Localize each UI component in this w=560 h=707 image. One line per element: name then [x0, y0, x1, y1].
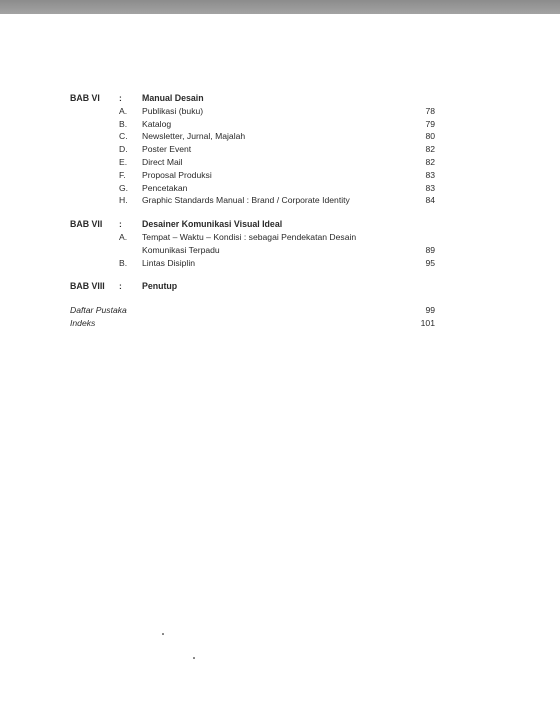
- toc-entry: [70, 105, 440, 118]
- entry-title: Katalog: [142, 118, 172, 129]
- toc-entry: [70, 194, 440, 207]
- chapter-heading: [70, 218, 440, 231]
- entry-letter: B.: [119, 257, 128, 268]
- speck-mark: [193, 657, 195, 659]
- entry-page-number: 95: [425, 257, 435, 268]
- entry-page-number: 82: [425, 156, 435, 167]
- entry-page-number: 83: [425, 169, 435, 180]
- entry-letter: D.: [119, 144, 128, 155]
- toc-entry: [70, 156, 440, 169]
- entry-title: Tempat – Waktu – Kondisi : sebagai Pendekatan Desain: [142, 231, 357, 242]
- entry-title: Graphic Standards Manual : Brand / Corporate Identity: [142, 195, 350, 206]
- entry-page-number: 84: [425, 195, 435, 206]
- back-matter-page-number: 99: [425, 305, 435, 316]
- entry-page-number: 78: [425, 105, 435, 116]
- entry-title: Poster Event: [142, 144, 192, 155]
- entry-title: Proposal Produksi: [142, 169, 212, 180]
- entry-title: Lintas Disiplin: [142, 257, 196, 268]
- entry-letter: E.: [119, 156, 128, 167]
- entry-page-number: 89: [425, 244, 435, 255]
- chapter-number: BAB VII: [70, 219, 103, 230]
- back-matter: [70, 304, 440, 330]
- back-matter-title: Indeks: [70, 317, 96, 328]
- chapter-title: Manual Desain: [142, 93, 204, 103]
- back-matter-page-number: 101: [420, 317, 435, 328]
- entry-letter: A.: [119, 231, 128, 242]
- table-of-contents: [70, 92, 440, 330]
- toc-entry: [70, 169, 440, 182]
- toc-entry: [70, 182, 440, 195]
- entry-letter: C.: [119, 131, 128, 142]
- back-matter-entry: [70, 304, 440, 317]
- entry-page-number: 80: [425, 131, 435, 142]
- entry-page-number: 79: [425, 118, 435, 129]
- entry-letter: A.: [119, 105, 128, 116]
- entry-page-number: 83: [425, 182, 435, 193]
- toc-entry: [70, 231, 440, 244]
- entry-title: Komunikasi Terpadu: [142, 244, 220, 255]
- chapter-colon: :: [119, 281, 122, 292]
- chapter-number: BAB VIII: [70, 281, 105, 292]
- entry-letter: H.: [119, 195, 128, 206]
- toc-entry: [70, 244, 440, 257]
- back-matter-title: Daftar Pustaka: [70, 305, 127, 316]
- top-gray-band: [0, 0, 560, 14]
- entry-page-number: 82: [425, 144, 435, 155]
- entry-title: Pencetakan: [142, 182, 188, 193]
- chapter-section: [70, 92, 440, 207]
- chapter-colon: :: [119, 93, 122, 103]
- toc-entry: [70, 257, 440, 270]
- chapter-colon: :: [119, 219, 122, 230]
- back-matter-entry: [70, 317, 440, 330]
- entry-title: Newsletter, Jurnal, Majalah: [142, 131, 246, 142]
- chapter-section: [70, 218, 440, 269]
- speck-mark: [162, 633, 164, 635]
- chapter-title: Penutup: [142, 281, 178, 292]
- entry-title: Publikasi (buku): [142, 105, 204, 116]
- chapter-section: [70, 280, 440, 293]
- entry-letter: F.: [119, 169, 126, 180]
- chapter-title: Desainer Komunikasi Visual Ideal: [142, 219, 283, 230]
- toc-entry: [70, 143, 440, 156]
- chapter-heading: [70, 92, 440, 105]
- chapter-number: BAB VI: [70, 93, 100, 103]
- entry-title: Direct Mail: [142, 156, 183, 167]
- toc-entry: [70, 130, 440, 143]
- entry-letter: G.: [119, 182, 129, 193]
- chapter-heading: [70, 280, 440, 293]
- toc-entry: [70, 118, 440, 131]
- entry-letter: B.: [119, 118, 128, 129]
